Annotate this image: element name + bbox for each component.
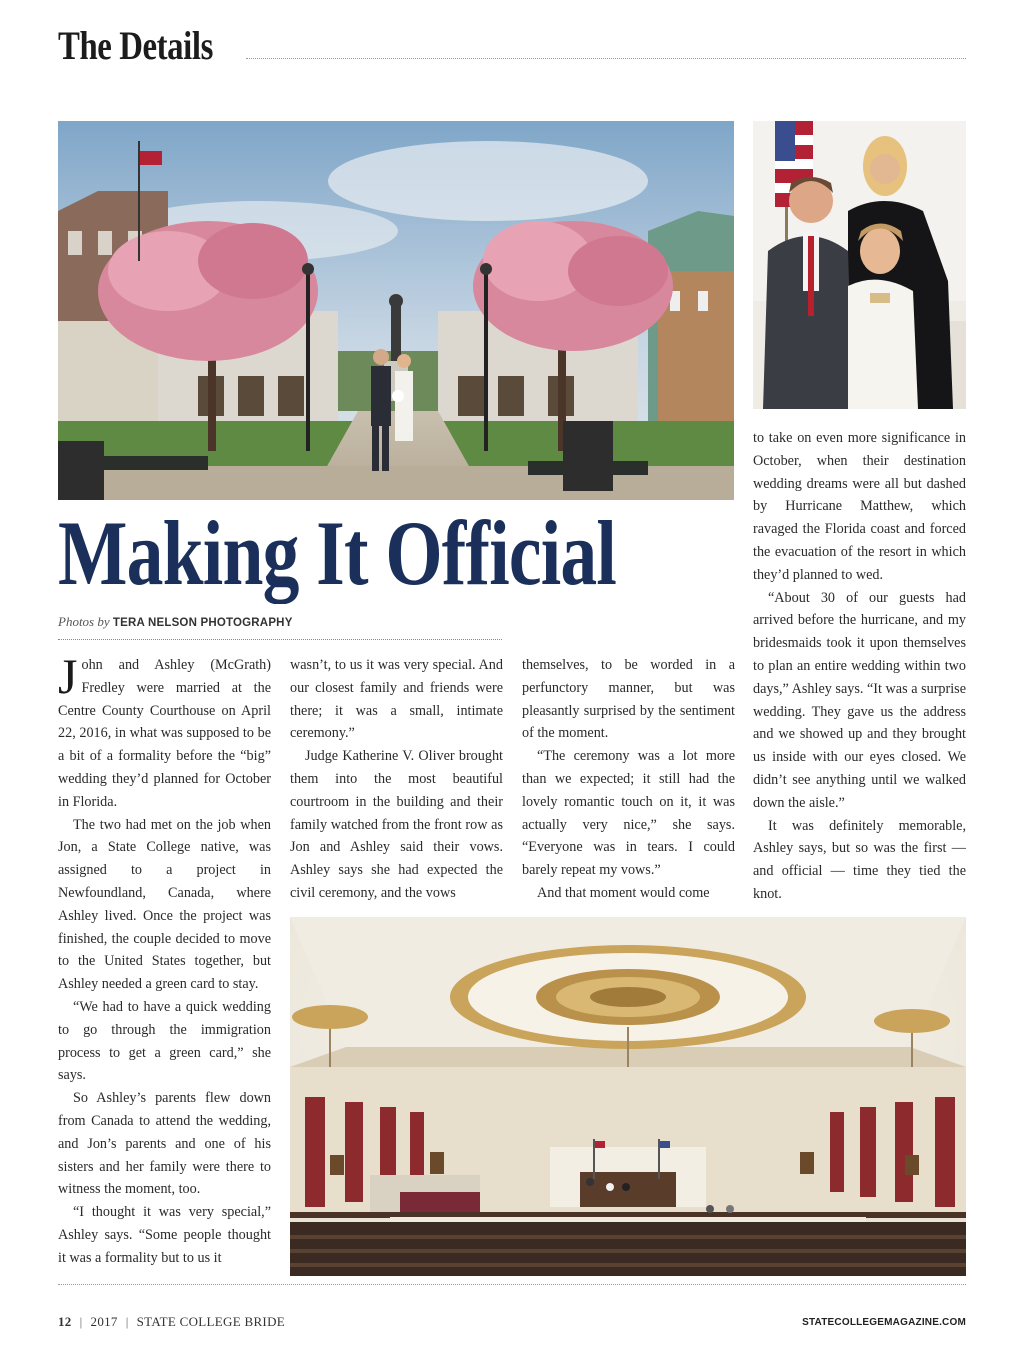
drop-cap: J [58, 648, 78, 704]
paragraph: wasn’t, to us it was very special. And our closest family and friends were there; it was a small, intimate ceremony.” [290, 657, 503, 742]
article-headline: Making It Official [58, 502, 617, 604]
couple-plaza-photo [58, 121, 734, 500]
paragraph: “The ceremony was a lot more than we expected; it still had the lovely romantic touch on it, it was actually very nice,” she says. “Everyone was in tears. I could barely repeat my vows.” [522, 748, 735, 879]
article-column-4 [753, 427, 966, 906]
footer-separator: | [125, 1314, 129, 1329]
paragraph: And that moment would come [537, 884, 710, 901]
credit-divider [58, 639, 502, 640]
courtroom-photo [290, 917, 966, 1276]
photographer-name: TERA NELSON PHOTOGRAPHY [112, 617, 293, 629]
couple-judge-photo [753, 121, 966, 409]
paragraph: The two had met on the job when Jon, a State College native, was assigned to a project in Newfoundland, Canada, where Ashley lived. Once the project was finished, the couple decided to move to the United States together, but Ashley needed a green card to stay. [58, 816, 271, 993]
section-divider [246, 58, 966, 59]
paragraph [58, 648, 271, 814]
paragraph: themselves, to be worded in a perfunctory manner, but was pleasantly surprised by the sentiment of the moment. [522, 657, 735, 742]
publication-name: STATE COLLEGE BRIDE [136, 1314, 285, 1329]
page-number: 12 [58, 1314, 72, 1329]
photo-credit [58, 614, 293, 630]
article-column-1 [58, 648, 271, 1270]
footer-separator: | [79, 1314, 83, 1329]
issue-year: 2017 [90, 1314, 118, 1329]
credit-prefix: Photos by [58, 614, 110, 629]
paragraph: Judge Katherine V. Oliver brought them into the most beautiful courtroom in the building and their family watched from the front row as Jon and Ashley said their vows. Ashley says she had expected the civil ceremony, and the vows [290, 748, 503, 901]
paragraph: “We had to have a quick wedding to go through the immigration process to get a green card,” she says. [58, 998, 271, 1084]
paragraph: So Ashley’s parents flew down from Canada to attend the wedding, and Jon’s parents and one of his sisters and her family were there to witness the moment, too. [58, 1090, 271, 1198]
paragraph: to take on even more significance in October, when their destination wedding dreams were all but dashed by Hurricane Matthew, which ravaged the Florida coast and forced the evacuation of the resort in which they’d planned to wed. [753, 430, 966, 583]
section-title: The Details [58, 23, 213, 68]
article-column-2 [290, 654, 503, 905]
paragraph: It was definitely memorable, Ashley says, but so was the first — and official — time they tied the knot. [753, 817, 966, 902]
paragraph-text: ohn and Ashley (McGrath) Fredley were married at the Centre County Courthouse on April 22, 2016, in what was supposed to be a bit of a formality before the “big” wedding they’d planned for October in Florida. [58, 657, 271, 810]
paragraph: “About 30 of our guests had arrived before the hurricane, and my bridesmaids took it upon themselves to plan an entire wedding within two days,” Ashley says. “It was a surprise wedding. They gave us the address and we showed up and they brought us inside with our eyes closed. We didn’t see anything until we walked down the aisle.” [753, 589, 966, 811]
paragraph: “I thought it was very special,” Ashley says. “Some people thought it was a formality but to us it [58, 1204, 271, 1266]
website-url: STATECOLLEGEMAGAZINE.COM [802, 1317, 966, 1328]
article-column-3 [522, 654, 735, 905]
footer-divider [58, 1284, 966, 1285]
footer-folio [58, 1314, 285, 1330]
